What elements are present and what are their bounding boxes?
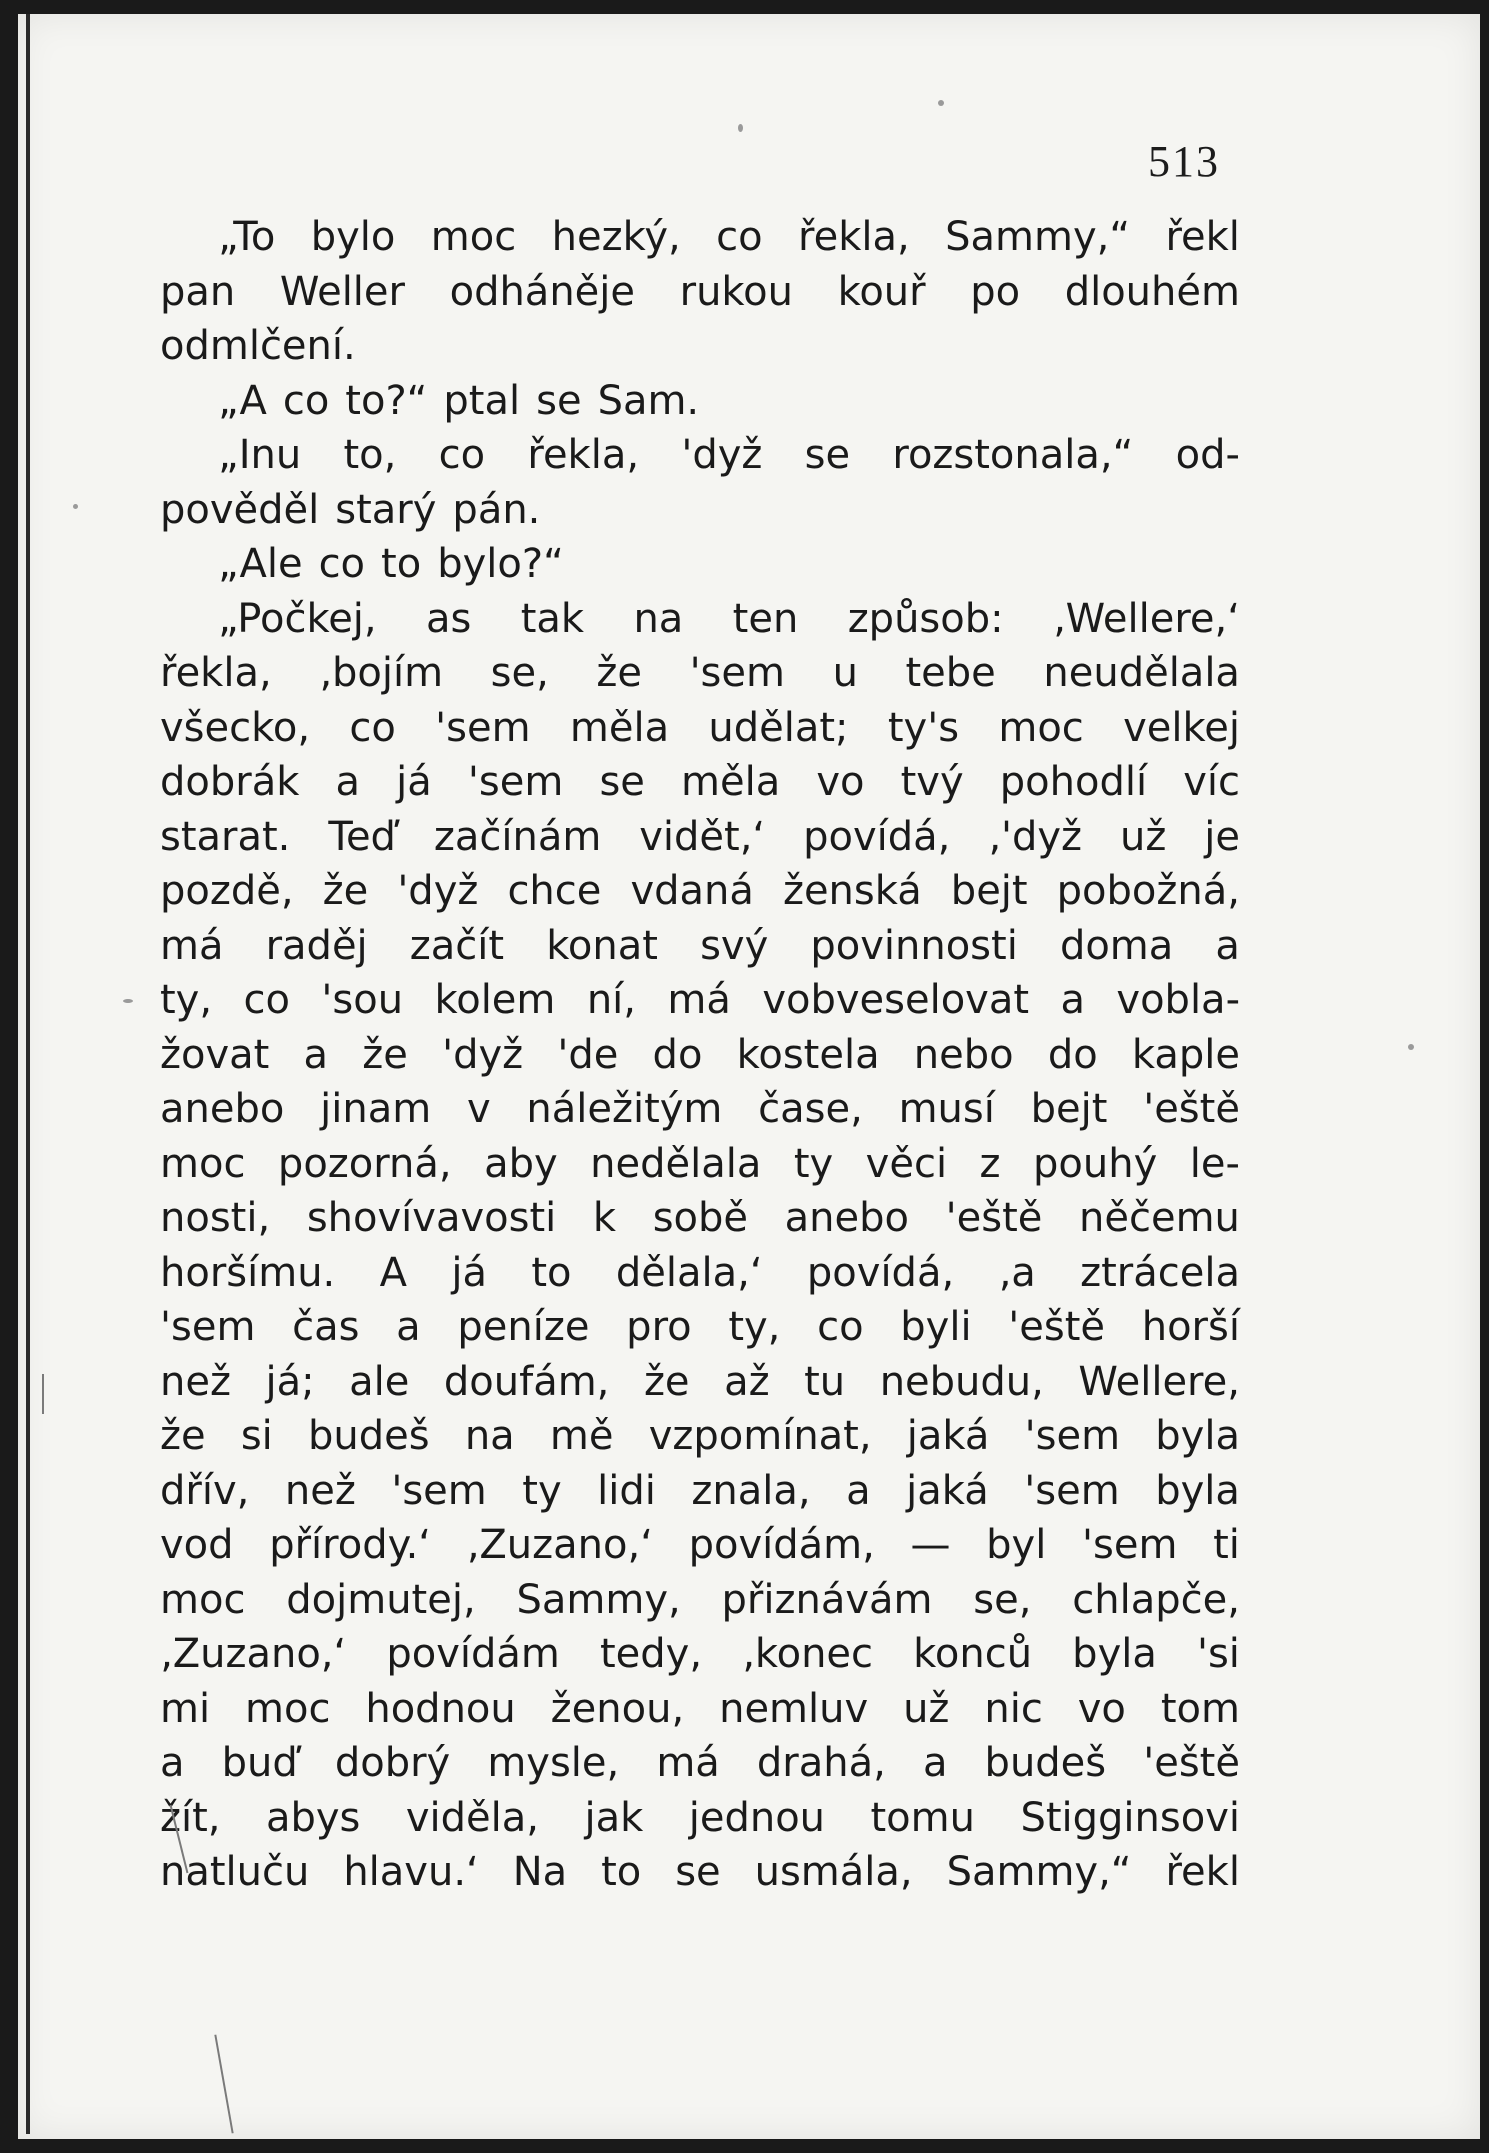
scan-speck [73,504,78,509]
word: co [438,432,486,478]
word: horší [1141,1304,1240,1350]
word: řekla, [798,214,910,260]
word: 'de [557,1031,619,1078]
word: u [832,650,858,696]
word: na [633,595,684,642]
word: ty's [887,704,960,751]
body-text [160,210,1240,1900]
word: Sammy, [516,1576,681,1623]
book-page [18,14,1480,2139]
word: abys [265,1794,361,1841]
word: znala, [691,1467,811,1514]
word: 'dyž [681,432,763,478]
word: moc [160,1576,246,1623]
word: neudělala [1043,650,1240,696]
text-line [160,1464,1240,1519]
word: řekl [1165,1849,1240,1895]
word: lidi [597,1467,656,1514]
word: dlouhém [1064,268,1240,315]
word: rukou [679,268,793,315]
word: budeš [984,1740,1107,1786]
text-line [160,1682,1240,1737]
word: pouhý [1033,1140,1158,1187]
word: ty, [728,1304,781,1350]
word: tebe [905,650,996,696]
word: ztrácela [1080,1249,1240,1296]
word: povídá, [806,1249,955,1296]
text-line [160,701,1240,756]
word: způsob: [847,595,1004,642]
word: mě [549,1413,614,1459]
word: ‚Wellere,‘ [1052,595,1240,642]
word: bejt [1030,1086,1108,1132]
word: ní, [586,977,636,1023]
word: začít [409,922,505,969]
word: odháněje [449,268,636,315]
word: až [724,1358,770,1405]
word: přiznávám [721,1576,933,1623]
scan-speck [738,124,743,132]
word: viděla, [405,1794,539,1841]
word: jinam [320,1086,432,1132]
word: Sammy,“ [945,214,1131,260]
word: byla [1072,1631,1157,1677]
word: jaká [906,1467,989,1514]
word: se [536,377,582,424]
word: chce [507,868,602,914]
word: hlavu.‘ [343,1849,479,1895]
word: ‚a [998,1249,1036,1296]
word: měla [681,759,781,805]
word: se [804,432,851,478]
word: Sammy,“ [946,1849,1132,1895]
word: žít, [160,1794,221,1841]
word: přírody.‘ [269,1522,431,1568]
word: ‚konec [742,1631,874,1677]
word: co [318,541,366,587]
word: to, [343,432,397,478]
word: a [160,1740,185,1786]
word: že [362,1031,408,1078]
word: se, [973,1576,1032,1623]
word: vo [816,759,865,805]
word: už [1119,813,1167,860]
word: v [466,1086,491,1132]
word: „To [218,214,276,260]
word: mi [160,1685,211,1732]
word: do [1047,1031,1098,1078]
word: řekla, [160,650,272,696]
word: pozdě, [160,868,294,914]
word: než [160,1358,231,1405]
word: as [426,595,472,642]
scan-edge-mark [214,2035,233,2134]
word: hodnou [365,1685,516,1732]
text-line [160,646,1240,701]
page-number: 513 [1148,137,1220,186]
word: velkej [1123,704,1240,751]
word: 'dyž [442,1031,524,1078]
text-line [160,210,1240,265]
word: kouř [837,268,926,315]
word: konat [546,922,658,969]
word: má [160,922,224,969]
word: já [396,759,432,805]
text-line [160,537,1240,592]
text-line [160,483,1240,538]
word: vidět,‘ [639,813,766,860]
word: náležitým [526,1086,723,1132]
word: ‚Zuzano,‘ [466,1522,653,1568]
word: pán. [452,486,541,533]
word: že [596,650,642,696]
word: aby [484,1140,558,1187]
word: dřív, [160,1467,250,1514]
word: doma [1059,922,1174,969]
word: Sam. [597,377,700,424]
text-line [160,1137,1240,1192]
word: se [675,1849,721,1895]
word: udělat; [708,704,849,751]
word: horšímu. [160,1249,336,1296]
word: A [379,1249,407,1296]
word: hezký, [551,214,681,260]
word: „Inu [218,432,302,478]
word: 'sem [435,704,531,751]
word: na [464,1413,515,1459]
word: tak [520,595,585,642]
word: shovívavosti [306,1195,557,1241]
word: a [846,1467,871,1514]
text-line [160,1191,1240,1246]
word: musí [898,1086,995,1132]
word: moc [430,214,517,260]
word: po [970,268,1021,315]
word: budeš [308,1413,430,1459]
text-line [160,1082,1240,1137]
scan-speck [938,100,944,106]
word: pozorná, [277,1140,452,1187]
word: od- [1175,432,1240,478]
word: tom [1160,1685,1240,1732]
word: ptal [443,377,521,424]
word: povídá, [803,813,951,860]
word: starý [335,486,437,533]
word: 'sem [391,1467,487,1514]
word: Stigginsovi [1020,1794,1240,1841]
word: anebo [160,1086,285,1132]
word: ‚Zuzano,‘ [160,1631,347,1677]
word: moc [245,1685,331,1732]
scan-speck [1408,1044,1414,1050]
word: byla [1155,1413,1240,1459]
word: všecko, [160,704,311,751]
word: si [240,1413,273,1459]
word: a [1060,977,1085,1023]
word: 'eště [1143,1086,1240,1132]
word: Wellere, [1078,1358,1240,1405]
word: ale [349,1358,410,1405]
word: řekl [1165,214,1240,260]
word: usmála, [754,1849,913,1895]
word: pohodlí [999,759,1148,805]
word: ty [522,1467,562,1514]
text-line [160,592,1240,647]
word: ti [1213,1522,1240,1568]
word: už [903,1685,950,1732]
word: povinnosti [810,922,1018,969]
scan-edge-mark [26,14,30,2134]
text-line [160,1246,1240,1301]
word: víc [1183,759,1240,805]
word: jaká [906,1413,990,1459]
text-line [160,1791,1240,1846]
text-line [160,319,1240,374]
word: to [601,1849,642,1895]
word: nic [984,1685,1043,1732]
word: „A [218,377,267,424]
word: něčemu [1079,1195,1240,1241]
word: vobla- [1116,977,1240,1023]
word: Teď [328,813,396,860]
word: svý [700,922,769,969]
word: drahá, [756,1740,886,1786]
word: co [716,214,763,260]
word: vobveselovat [762,977,1030,1023]
word: bylo [310,214,396,260]
word: to?“ [345,377,428,424]
word: povídám [386,1631,560,1677]
word: tomu [870,1794,975,1841]
word: natluču [160,1849,310,1895]
text-line [160,810,1240,865]
word: a [1215,922,1240,969]
text-line [160,1409,1240,1464]
word: čase, [758,1086,863,1132]
word: 'sem [160,1304,256,1350]
word: pan [160,268,236,315]
word: peníze [457,1304,590,1350]
word: to [381,541,422,587]
word: moc [998,704,1084,751]
word: nemluv [719,1685,869,1732]
word: se [599,759,645,805]
word: tvý [900,759,964,805]
word: co [243,977,290,1023]
word: ‚'dyž [988,813,1083,860]
word: má [667,977,731,1023]
word: nedělala [590,1140,762,1187]
word: a [396,1304,421,1350]
word: konců [913,1631,1033,1677]
text-line [160,1736,1240,1791]
word: kolem [434,977,556,1023]
word: čas [292,1304,360,1350]
word: chlapče, [1072,1576,1240,1623]
word: Weller [279,268,405,315]
word: byli [900,1304,972,1350]
word: bylo?“ [437,541,564,587]
word: co [349,704,396,751]
word: jednou [688,1794,826,1841]
word: nebudu, [879,1358,1044,1405]
scan-edge-mark [42,1374,44,1414]
word: řekla, [527,432,640,478]
text-line [160,973,1240,1028]
word: z [979,1140,1001,1187]
text-line [160,864,1240,919]
word: to [531,1249,572,1296]
word: 'dyž [397,868,479,914]
word: moc [160,1140,246,1187]
word: byla [1155,1467,1240,1514]
word: že [160,1413,206,1459]
word: ženská [782,868,922,914]
word: co [817,1304,864,1350]
word: 'sem [1082,1522,1178,1568]
word: do [652,1031,703,1078]
word: měla [569,704,670,751]
word: bejt [950,868,1028,914]
word: odmlčení. [160,323,356,369]
word: a [922,1740,948,1786]
word: než [284,1467,356,1514]
word: dělala,‘ [615,1249,763,1296]
word: a [303,1031,329,1078]
text-line [160,1355,1240,1410]
word: jak [584,1794,644,1841]
word: le- [1189,1140,1240,1187]
word: 'eště [1008,1304,1106,1350]
word: ty, [160,977,213,1023]
word: pobožná, [1056,868,1240,914]
word: 'si [1196,1631,1240,1677]
word: vdaná [630,868,754,914]
word: anebo [784,1195,909,1241]
word: věci [865,1140,948,1187]
word: raděj [265,922,368,969]
word: vzpomínat, [648,1413,872,1459]
text-line [160,428,1240,483]
word: 'sou [321,977,404,1023]
text-line [160,1845,1240,1900]
word: Na [512,1849,568,1895]
word: 'sem [1024,1467,1120,1514]
word: rozstonala,“ [892,432,1134,478]
word: ty [793,1140,834,1187]
text-line [160,919,1240,974]
scan-speck [123,999,133,1003]
word: dobrý [334,1740,451,1786]
text-line [160,265,1240,320]
word: povídám, [688,1522,875,1568]
word: ženou, [550,1685,685,1732]
word: sobě [652,1195,749,1241]
word: dobrák [160,759,300,805]
word: že [322,868,369,914]
word: buď [221,1740,298,1786]
word: žovat [160,1031,270,1078]
word: ‚bojím [319,650,444,696]
word: ten [732,595,799,642]
word: je [1204,813,1240,860]
word: „Počkej, [218,595,377,642]
text-line [160,1300,1240,1355]
word: — [910,1522,951,1568]
word: má [656,1740,720,1786]
word: co [282,377,330,424]
word: mysle, [487,1740,620,1786]
word: já; [265,1358,315,1405]
word: se, [490,650,549,696]
text-line [160,1573,1240,1628]
word: pověděl [160,486,320,533]
word: kostela [736,1031,880,1078]
word: k [592,1195,617,1241]
word: 'sem [1024,1413,1121,1459]
word: já [451,1249,487,1296]
word: 'eště [945,1195,1043,1241]
word: nebo [913,1031,1014,1078]
word: vo [1077,1685,1126,1732]
word: tu [804,1358,846,1405]
word: nosti, [160,1195,271,1241]
word: vod [160,1522,234,1568]
word: 'eště [1143,1740,1240,1786]
word: 'sem [467,759,564,805]
text-line [160,374,1240,429]
word: „Ale [218,541,303,587]
text-line [160,1627,1240,1682]
text-line [160,755,1240,810]
word: starat. [160,813,291,860]
text-line [160,1028,1240,1083]
word: že [643,1358,690,1405]
word: doufám, [443,1358,610,1405]
word: pro [626,1304,692,1350]
word: tedy, [599,1631,703,1677]
word: kaple [1131,1031,1240,1078]
word: dojmutej, [286,1576,476,1623]
text-line [160,1518,1240,1573]
word: začínám [433,813,602,860]
word: a [335,759,361,805]
word: 'sem [689,650,785,696]
word: byl [986,1522,1047,1568]
